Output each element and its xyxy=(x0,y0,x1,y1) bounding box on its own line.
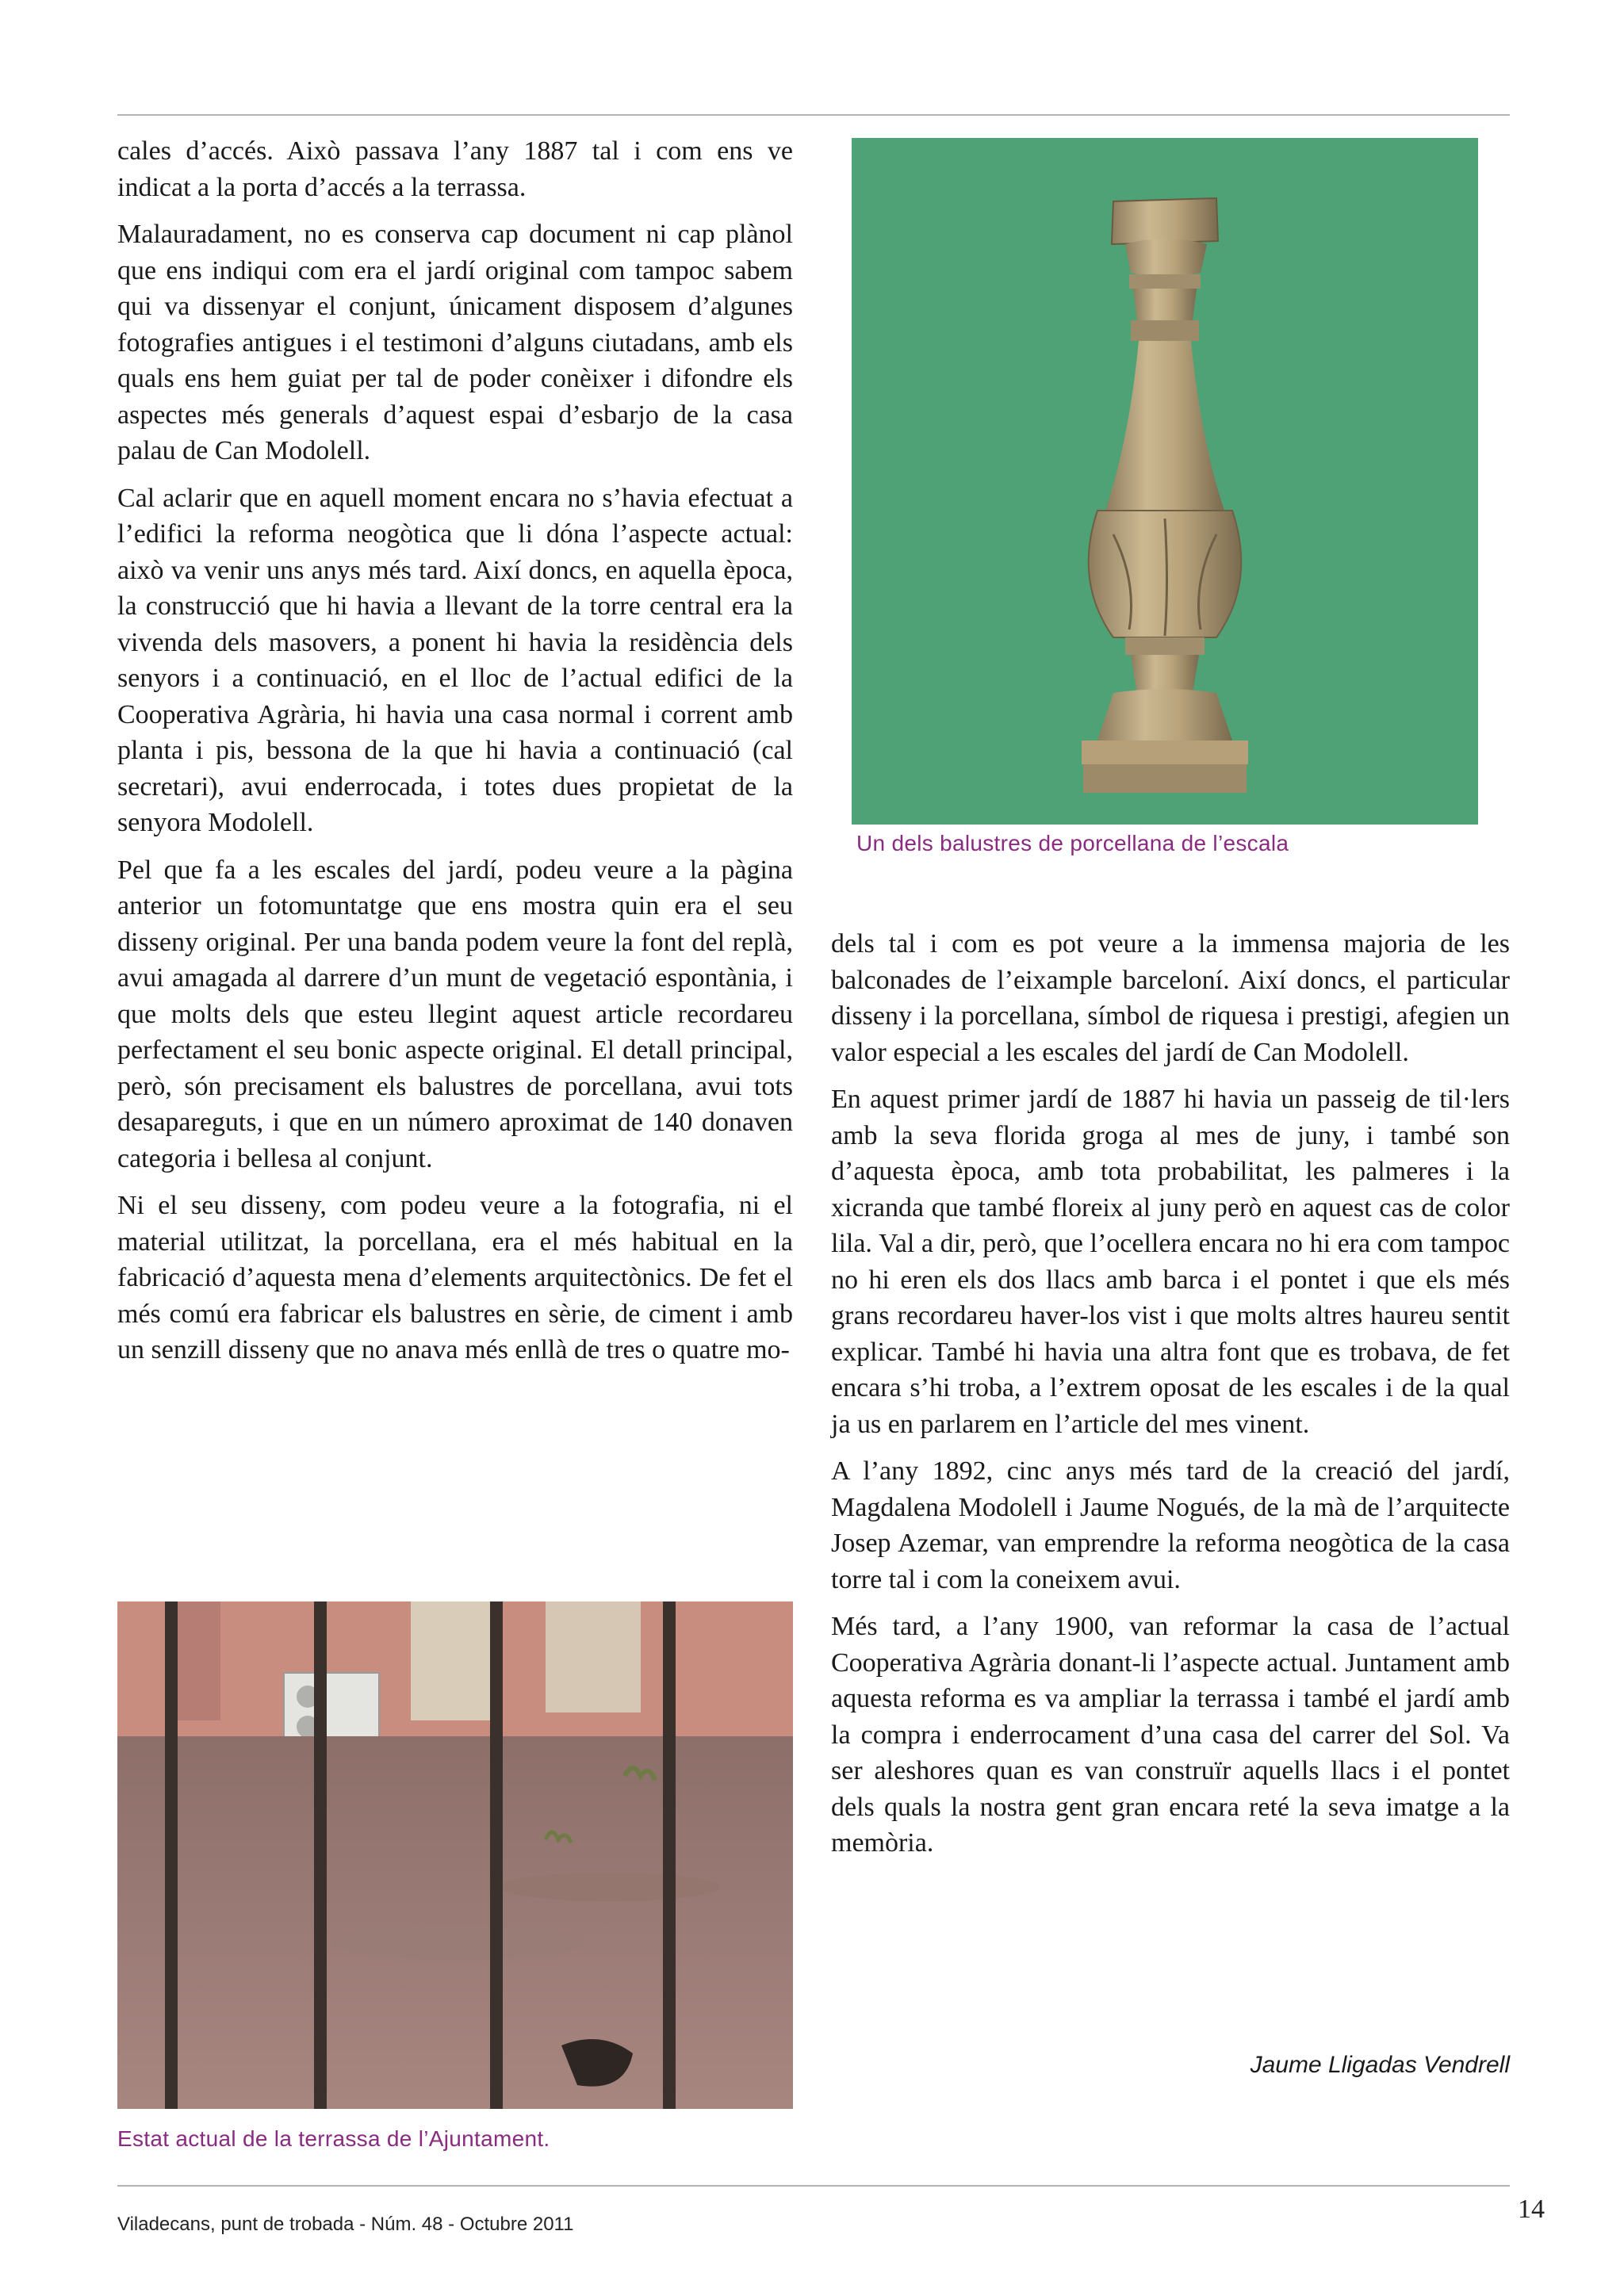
paragraph: En aquest primer jardí de 1887 hi havia un passeig de til·lers amb la seva florida groga al mes de juny, i també son d’aquesta època, amb tota probabilitat, les palmeres i la xicranda que també floreix al juny però en aquest cas de color lila. Val a dir, però, que l’ocellera encara no hi era com tampoc no hi eren els dos llacs amb barca i el pontet i que els més grans recordareu haver-los vist i que molts altres haureu sentit explicar. També hi havia una altra font que es trobava, de fet encara s’hi troba, a l’extrem oposat de les escales i de la qual ja us en parlarem en l’article del mes vinent. xyxy=(831,1085,1510,1439)
baluster-image xyxy=(852,138,1478,825)
paragraph: A l’any 1892, cinc anys més tard de la creació del jardí, Magdalena Modolell i Jaume Nogués, de la mà de l’arquitecte Josep Azemar, van emprendre la reforma neogòtica de la casa torre tal i com la coneixem avui. xyxy=(831,1456,1510,1594)
terrace-photo xyxy=(117,1601,793,2109)
paragraph: cales d’accés. Això passava l’any 1887 tal i com ens ve indicat a la porta d’accés a la terrassa. xyxy=(117,136,793,202)
author-signature: Jaume Lligadas Vendrell xyxy=(1250,2052,1510,2078)
paragraph: dels tal i com es pot veure a la immensa majoria de les balconades de l’eixample barceloní. Així doncs, el particular disseny i la porcellana, símbol de riquesa i prestigi, afegien un valor especial a les escales del jardí de Can Modolell. xyxy=(831,929,1510,1067)
left-column xyxy=(117,133,793,1380)
paragraph: Ni el seu disseny, com podeu veure a la fotografia, ni el material utilitzat, la porcellana, era el més habitual en la fabricació d’aquesta mena d’elements arquitectònics. De fet el més comú era fabricar els balustres en sèrie, de ciment i amb un senzill disseny que no anava més enllà de tres o quatre mo- xyxy=(117,1191,793,1364)
paragraph: Malauradament, no es conserva cap document ni cap plànol que ens indiqui com era el jardí original com tampoc sabem qui va dissenyar el conjunt, únicament disposem d’algunes fotografies antigues i el testimoni d’alguns ciutadans, amb els quals ens hem guiat per tal de poder conèixer i difondre els aspectes més generals d’aquest espai d’esbarjo de la casa palau de Can Modolell. xyxy=(117,220,793,465)
baluster-caption: Un dels balustres de porcellana de l’escala xyxy=(856,831,1289,855)
terrace-image xyxy=(117,1601,793,2109)
baluster-photo xyxy=(852,138,1478,825)
footer-rule xyxy=(117,2185,1510,2187)
paragraph: Pel que fa a les escales del jardí, podeu veure a la pàgina anterior un fotomuntatge que ens mostra quin era el seu disseny original. Per una banda podem veure la font del replà, avui amagada al darrere d’un munt de vegetació espontània, i que molts dels que esteu llegint aquest article recordareu perfectament el seu bonic aspecte original. El detall principal, però, són precisament els balustres de porcellana, avui tots desapareguts, i que en un número aproximat de 140 donaven categoria i bellesa al conjunt. xyxy=(117,855,793,1173)
terrace-caption: Estat actual de la terrassa de l’Ajuntament. xyxy=(117,2126,550,2151)
publication-info: Viladecans, punt de trobada - Núm. 48 - Octubre 2011 xyxy=(117,2214,574,2235)
paragraph: Cal aclarir que en aquell moment encara no s’havia efectuat a l’edifici la reforma neogòtica que li dóna l’aspecte actual: això va venir uns anys més tard. Així doncs, en aquella època, la construcció que hi havia a llevant de la torre central era la vivenda dels masovers, a ponent hi havia la residència dels senyors i a continuació, en el lloc de l’actual edifici de la Cooperativa Agrària, hi havia una casa normal i corrent amb planta i pis, bessona de la que hi havia a continuació (cal secretari), avui enderrocada, i totes dues propietat de la senyora Modolell. xyxy=(117,483,793,837)
header-rule xyxy=(117,114,1510,116)
paragraph: Més tard, a l’any 1900, van reformar la casa de l’actual Cooperativa Agrària donant-li l’aspecte actual. Juntament amb aquesta reforma es va ampliar la terrassa i també el jardí amb la compra i enderrocament d’una casa del carrer del Sol. Va ser aleshores quan es van construïr aquells llacs i el pontet dels quals la nostra gent gran encara reté la seva imatge a la memòria. xyxy=(831,1612,1510,1858)
page-number: 14 xyxy=(1518,2195,1545,2224)
right-column xyxy=(831,926,1510,1873)
